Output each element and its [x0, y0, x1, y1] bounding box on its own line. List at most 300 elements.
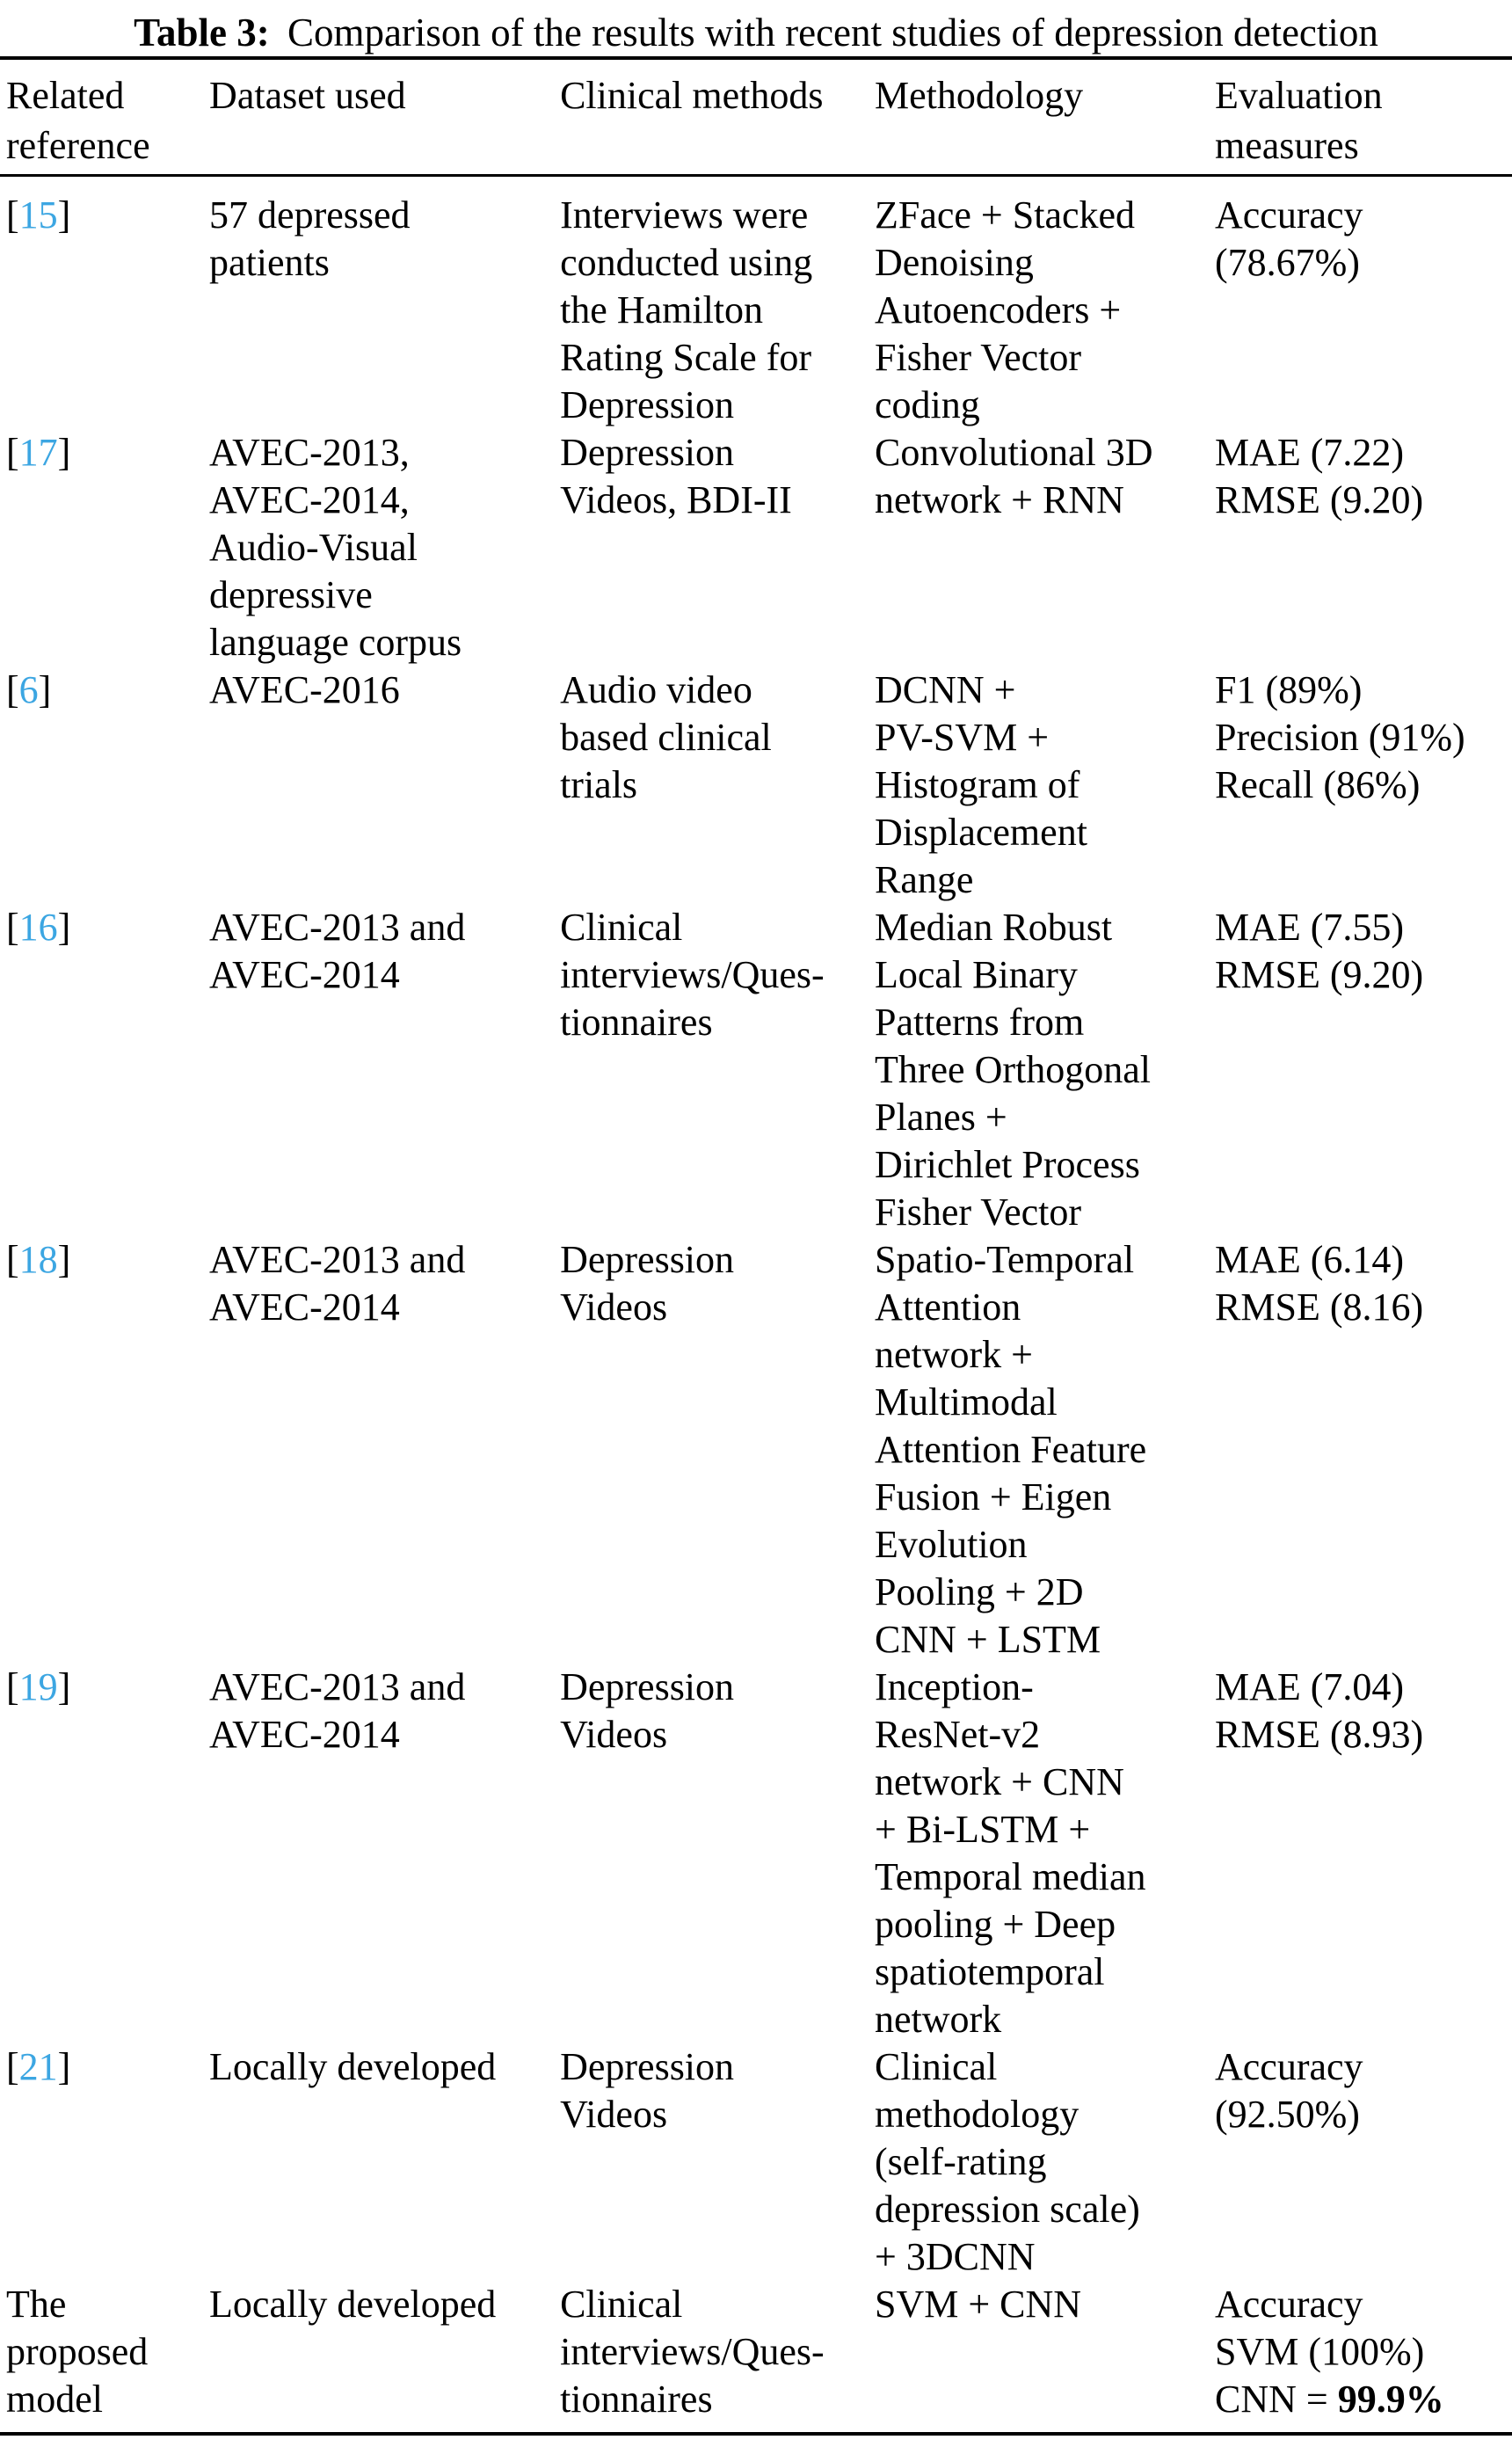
text-segment: Clinical [560, 2283, 683, 2326]
cell-ref [0, 2043, 209, 2281]
cell-evaluation [1215, 2043, 1512, 2281]
text-line [560, 477, 875, 524]
text-segment: Autoencoders + [875, 288, 1122, 331]
cell-evaluation [1215, 1664, 1512, 2043]
text-line [875, 1474, 1215, 1521]
text-line [209, 572, 560, 619]
text-segment: Methodology [875, 74, 1084, 117]
text-segment: pooling + Deep [875, 1903, 1116, 1946]
cell-ref [0, 176, 209, 430]
text-line [875, 999, 1215, 1046]
text-line [1215, 1664, 1512, 1711]
table-row [0, 1236, 1512, 1664]
text-line [6, 70, 209, 120]
text-line [560, 999, 875, 1046]
text-segment: Displacement [875, 811, 1087, 854]
text-line [1215, 2043, 1512, 2091]
cell-evaluation [1215, 1236, 1512, 1664]
text-line [875, 287, 1215, 334]
text-line [875, 1521, 1215, 1569]
text-line [1215, 2281, 1512, 2328]
text-line [560, 761, 875, 809]
text-line [560, 429, 875, 477]
cell-ref [0, 904, 209, 1236]
cell-evaluation [1215, 429, 1512, 666]
text-segment: SVM + CNN [875, 2283, 1082, 2326]
cell-dataset [209, 2043, 560, 2281]
text-line [875, 951, 1215, 999]
text-line [6, 192, 209, 239]
text-segment: Multimodal [875, 1380, 1058, 1424]
text-segment: network + CNN [875, 1760, 1124, 1803]
text-segment: Clinical methods [560, 74, 824, 117]
text-segment: proposed [6, 2330, 149, 2373]
cell-dataset [209, 176, 560, 430]
text-segment: Accuracy [1215, 193, 1363, 237]
text-line [6, 2043, 209, 2091]
bold-value: 99.9% [1337, 2378, 1444, 2421]
text-line [209, 524, 560, 572]
text-segment: Videos [560, 1713, 668, 1756]
text-segment: ] [38, 668, 52, 711]
text-line [560, 1236, 875, 1284]
text-segment: AVEC-2013 and [209, 1665, 466, 1708]
text-line [875, 714, 1215, 761]
text-line [560, 2091, 875, 2138]
text-segment: Recall (86%) [1215, 763, 1421, 806]
citation-link[interactable]: 18 [18, 1238, 58, 1281]
text-line [1215, 714, 1512, 761]
text-line [560, 1284, 875, 1331]
text-segment: Precision (91%) [1215, 716, 1465, 759]
text-segment: ZFace + Stacked [875, 193, 1136, 237]
text-line [560, 2281, 875, 2328]
text-line [6, 429, 209, 477]
text-line [1215, 1711, 1512, 1759]
header-methodology [875, 58, 1215, 176]
text-segment: Patterns from [875, 1001, 1085, 1044]
text-segment: AVEC-2013 and [209, 1238, 466, 1281]
text-segment: PV-SVM + [875, 716, 1050, 759]
table-caption-text: Comparison of the results with recent studies of depression detection [287, 11, 1378, 55]
citation-link[interactable]: 21 [18, 2045, 58, 2088]
text-line [875, 1236, 1215, 1284]
text-segment: CNN = [1215, 2378, 1338, 2421]
text-line [875, 1094, 1215, 1141]
text-segment: spatiotemporal [875, 1950, 1105, 1993]
text-line [875, 666, 1215, 714]
text-line [875, 1569, 1215, 1616]
text-segment: Rating Scale for [560, 336, 811, 379]
comparison-table [0, 56, 1512, 2436]
text-line [209, 1664, 560, 1711]
text-line [1215, 904, 1512, 951]
table-row [0, 176, 1512, 430]
text-line [560, 2328, 875, 2376]
text-segment: Range [875, 858, 974, 901]
text-segment: [ [6, 1665, 19, 1708]
text-segment: ] [57, 906, 71, 949]
text-segment: The [6, 2283, 67, 2326]
text-segment: Fusion + Eigen [875, 1475, 1112, 1518]
text-line [1215, 239, 1512, 287]
text-segment: Depression [560, 2045, 735, 2088]
text-segment: Three Orthogonal [875, 1048, 1151, 1091]
cell-methodology [875, 176, 1215, 430]
text-segment: ] [57, 1665, 71, 1708]
cell-evaluation [1215, 176, 1512, 430]
text-segment: based clinical [560, 716, 772, 759]
cell-methodology [875, 666, 1215, 904]
text-segment: [ [6, 193, 19, 237]
text-line [875, 1616, 1215, 1664]
text-segment: AVEC-2014 [209, 1713, 400, 1756]
text-line [875, 477, 1215, 524]
text-segment: Depression [560, 383, 735, 426]
cell-clinical [560, 1236, 875, 1664]
text-segment: Fisher Vector [875, 336, 1082, 379]
text-segment: methodology [875, 2093, 1079, 2136]
text-line [209, 951, 560, 999]
text-line [1215, 477, 1512, 524]
cell-clinical [560, 429, 875, 666]
text-segment: Audio video [560, 668, 752, 711]
text-line [560, 334, 875, 382]
text-line [875, 1664, 1215, 1711]
text-segment: Denoising [875, 241, 1034, 284]
header-row [0, 58, 1512, 176]
text-segment: Related [6, 74, 125, 117]
cell-evaluation [1215, 666, 1512, 904]
text-segment: RMSE (9.20) [1215, 478, 1424, 521]
text-segment: language corpus [209, 621, 462, 664]
table-row [0, 904, 1512, 1236]
text-segment: Evolution [875, 1523, 1028, 1566]
text-segment: Videos, BDI-II [560, 478, 792, 521]
text-segment: Locally developed [209, 2045, 497, 2088]
text-segment: Dirichlet Process [875, 1143, 1140, 1186]
text-segment: patients [209, 241, 330, 284]
text-line [209, 619, 560, 666]
cell-dataset [209, 666, 560, 904]
text-segment: ] [57, 431, 71, 474]
text-line [875, 334, 1215, 382]
text-line [6, 1664, 209, 1711]
cell-methodology [875, 2281, 1215, 2434]
text-segment: RMSE (8.16) [1215, 1285, 1424, 1329]
text-line [875, 1806, 1215, 1853]
text-line [6, 1236, 209, 1284]
cell-clinical [560, 904, 875, 1236]
text-line [6, 904, 209, 951]
citation-link[interactable]: 16 [18, 906, 58, 949]
text-segment: network + [875, 1333, 1033, 1376]
text-line [875, 1046, 1215, 1094]
text-segment: (self-rating [875, 2140, 1047, 2183]
text-segment: RMSE (8.93) [1215, 1713, 1424, 1756]
citation-link[interactable]: 19 [18, 1665, 58, 1708]
text-segment: Spatio-Temporal [875, 1238, 1135, 1281]
text-segment: AVEC-2016 [209, 668, 400, 711]
text-line [875, 856, 1215, 904]
text-segment: Clinical [875, 2045, 998, 2088]
text-segment: MAE (6.14) [1215, 1238, 1405, 1281]
cell-clinical [560, 2043, 875, 2281]
text-line [875, 2091, 1215, 2138]
header-evaluation [1215, 58, 1512, 176]
text-segment: reference [6, 124, 150, 167]
text-segment: Depression [560, 1665, 735, 1708]
text-line [875, 1331, 1215, 1379]
text-line [875, 382, 1215, 429]
text-line [6, 2281, 209, 2328]
text-line [875, 1759, 1215, 1806]
cell-clinical [560, 2281, 875, 2434]
text-line [560, 2043, 875, 2091]
text-line [875, 239, 1215, 287]
text-segment: Accuracy [1215, 2283, 1363, 2326]
text-segment: network + RNN [875, 478, 1124, 521]
text-segment: RMSE (9.20) [1215, 953, 1424, 996]
text-line [875, 1426, 1215, 1474]
text-segment: 57 depressed [209, 193, 411, 237]
cell-dataset [209, 2281, 560, 2434]
text-segment: ResNet-v2 [875, 1713, 1041, 1756]
text-line [875, 2186, 1215, 2233]
cell-dataset [209, 1236, 560, 1664]
cell-ref [0, 1236, 209, 1664]
text-segment: Interviews were [560, 193, 809, 237]
text-segment: + Bi-LSTM + [875, 1808, 1091, 1851]
text-segment: ] [57, 193, 71, 237]
text-segment: depressive [209, 573, 373, 616]
text-line [209, 239, 560, 287]
text-segment: ] [57, 2045, 71, 2088]
text-line [1215, 666, 1512, 714]
cell-methodology [875, 429, 1215, 666]
text-line [560, 904, 875, 951]
text-segment: Attention [875, 1285, 1021, 1329]
text-line [560, 382, 875, 429]
text-line [209, 2043, 560, 2091]
text-segment: F1 (89%) [1215, 668, 1363, 711]
text-line [560, 714, 875, 761]
cell-dataset [209, 429, 560, 666]
text-segment: the Hamilton [560, 288, 764, 331]
text-segment: CNN + LSTM [875, 1618, 1101, 1661]
text-line [209, 192, 560, 239]
text-segment: SVM (100%) [1215, 2330, 1425, 2373]
text-segment: + 3DCNN [875, 2235, 1036, 2278]
text-line [1215, 2328, 1512, 2376]
text-line [1215, 120, 1512, 171]
citation-link[interactable]: 17 [18, 431, 58, 474]
text-line [209, 1284, 560, 1331]
text-segment: Depression [560, 431, 735, 474]
table-row [0, 429, 1512, 666]
text-segment: Temporal median [875, 1855, 1146, 1898]
text-line [209, 666, 560, 714]
text-line [209, 70, 560, 120]
cell-dataset [209, 904, 560, 1236]
text-segment: (78.67%) [1215, 241, 1360, 284]
text-line [1215, 1236, 1512, 1284]
text-segment: model [6, 2378, 103, 2421]
table-caption [0, 0, 1512, 56]
text-line [875, 1996, 1215, 2043]
text-line [560, 192, 875, 239]
text-line [560, 1711, 875, 1759]
text-segment: [ [6, 431, 19, 474]
text-segment: trials [560, 763, 638, 806]
text-segment: depression scale) [875, 2188, 1140, 2231]
text-line [875, 192, 1215, 239]
text-segment: Videos [560, 1285, 668, 1329]
header-dataset [209, 58, 560, 176]
text-line [875, 2281, 1215, 2328]
cell-methodology [875, 1236, 1215, 1664]
table-row [0, 2281, 1512, 2434]
text-segment: network [875, 1998, 1002, 2041]
text-segment: Histogram of [875, 763, 1080, 806]
text-segment: AVEC-2014 [209, 953, 400, 996]
text-segment: conducted using [560, 241, 813, 284]
text-line [1215, 951, 1512, 999]
text-line [875, 1284, 1215, 1331]
text-line [875, 1901, 1215, 1948]
text-line [560, 1664, 875, 1711]
text-line [875, 1948, 1215, 1996]
text-line [560, 287, 875, 334]
cell-clinical [560, 1664, 875, 2043]
text-segment: interviews/Ques- [560, 2330, 825, 2373]
table-row [0, 666, 1512, 904]
header-clinical [560, 58, 875, 176]
text-line [209, 904, 560, 951]
text-line [1215, 1284, 1512, 1331]
text-segment: Audio-Visual [209, 526, 418, 569]
text-line [6, 120, 209, 171]
text-line [875, 2138, 1215, 2186]
text-line [560, 666, 875, 714]
text-segment: Dataset used [209, 74, 406, 117]
text-segment: MAE (7.55) [1215, 906, 1405, 949]
text-line [209, 1236, 560, 1284]
text-line [560, 239, 875, 287]
text-segment: Median Robust [875, 906, 1113, 949]
text-line [560, 2376, 875, 2423]
cell-ref [0, 429, 209, 666]
text-segment: Attention Feature [875, 1428, 1147, 1471]
text-segment: Clinical [560, 906, 683, 949]
text-segment: [ [6, 2045, 19, 2088]
text-segment: Depression [560, 1238, 735, 1281]
text-segment: Fisher Vector [875, 1191, 1082, 1234]
text-segment: Evaluation [1215, 74, 1383, 117]
text-segment: interviews/Ques- [560, 953, 825, 996]
text-line [1215, 761, 1512, 809]
text-line [560, 70, 875, 120]
text-segment: Pooling + 2D [875, 1570, 1084, 1613]
cell-methodology [875, 904, 1215, 1236]
text-line [209, 429, 560, 477]
citation-link[interactable]: 15 [18, 193, 58, 237]
text-segment: Videos [560, 2093, 668, 2136]
text-segment: Local Binary [875, 953, 1078, 996]
text-line [209, 2281, 560, 2328]
cell-ref [0, 2281, 209, 2434]
header-ref [0, 58, 209, 176]
text-line [1215, 70, 1512, 120]
text-line [1215, 429, 1512, 477]
citation-link[interactable]: 6 [18, 668, 39, 711]
text-line [875, 2043, 1215, 2091]
text-line [875, 1711, 1215, 1759]
text-segment: ] [57, 1238, 71, 1281]
text-line [875, 1189, 1215, 1236]
text-segment: [ [6, 906, 19, 949]
table-body [0, 176, 1512, 2435]
text-line [1215, 192, 1512, 239]
text-segment: MAE (7.04) [1215, 1665, 1405, 1708]
text-segment: tionnaires [560, 1001, 713, 1044]
text-line [209, 1711, 560, 1759]
text-line [560, 951, 875, 999]
text-segment: Inception- [875, 1665, 1034, 1708]
text-segment: AVEC-2014 [209, 1285, 400, 1329]
text-segment: [ [6, 668, 19, 711]
table-caption-label: Table 3: [134, 11, 270, 55]
text-line [6, 666, 209, 714]
text-line [6, 2376, 209, 2423]
text-line [209, 477, 560, 524]
text-segment: Locally developed [209, 2283, 497, 2326]
text-line [875, 761, 1215, 809]
text-segment: measures [1215, 124, 1359, 167]
text-segment: AVEC-2014, [209, 478, 410, 521]
text-segment: (92.50%) [1215, 2093, 1360, 2136]
text-segment: Planes + [875, 1096, 1007, 1139]
table-row [0, 2043, 1512, 2281]
text-line [875, 1141, 1215, 1189]
text-segment: AVEC-2013, [209, 431, 410, 474]
text-line [1215, 2376, 1512, 2423]
text-segment: AVEC-2013 and [209, 906, 466, 949]
table-row [0, 1664, 1512, 2043]
text-segment: [ [6, 1238, 19, 1281]
text-segment: tionnaires [560, 2378, 713, 2421]
text-line [875, 809, 1215, 856]
cell-clinical [560, 666, 875, 904]
cell-clinical [560, 176, 875, 430]
text-line [875, 70, 1215, 120]
text-line [6, 2328, 209, 2376]
text-line [875, 904, 1215, 951]
text-line [1215, 2091, 1512, 2138]
cell-evaluation [1215, 2281, 1512, 2434]
text-line [875, 1379, 1215, 1426]
text-segment: Convolutional 3D [875, 431, 1153, 474]
cell-ref [0, 1664, 209, 2043]
text-segment: DCNN + [875, 668, 1016, 711]
text-line [875, 1853, 1215, 1901]
cell-evaluation [1215, 904, 1512, 1236]
cell-ref [0, 666, 209, 904]
text-segment: coding [875, 383, 980, 426]
text-line [875, 2233, 1215, 2281]
cell-dataset [209, 1664, 560, 2043]
cell-methodology [875, 2043, 1215, 2281]
